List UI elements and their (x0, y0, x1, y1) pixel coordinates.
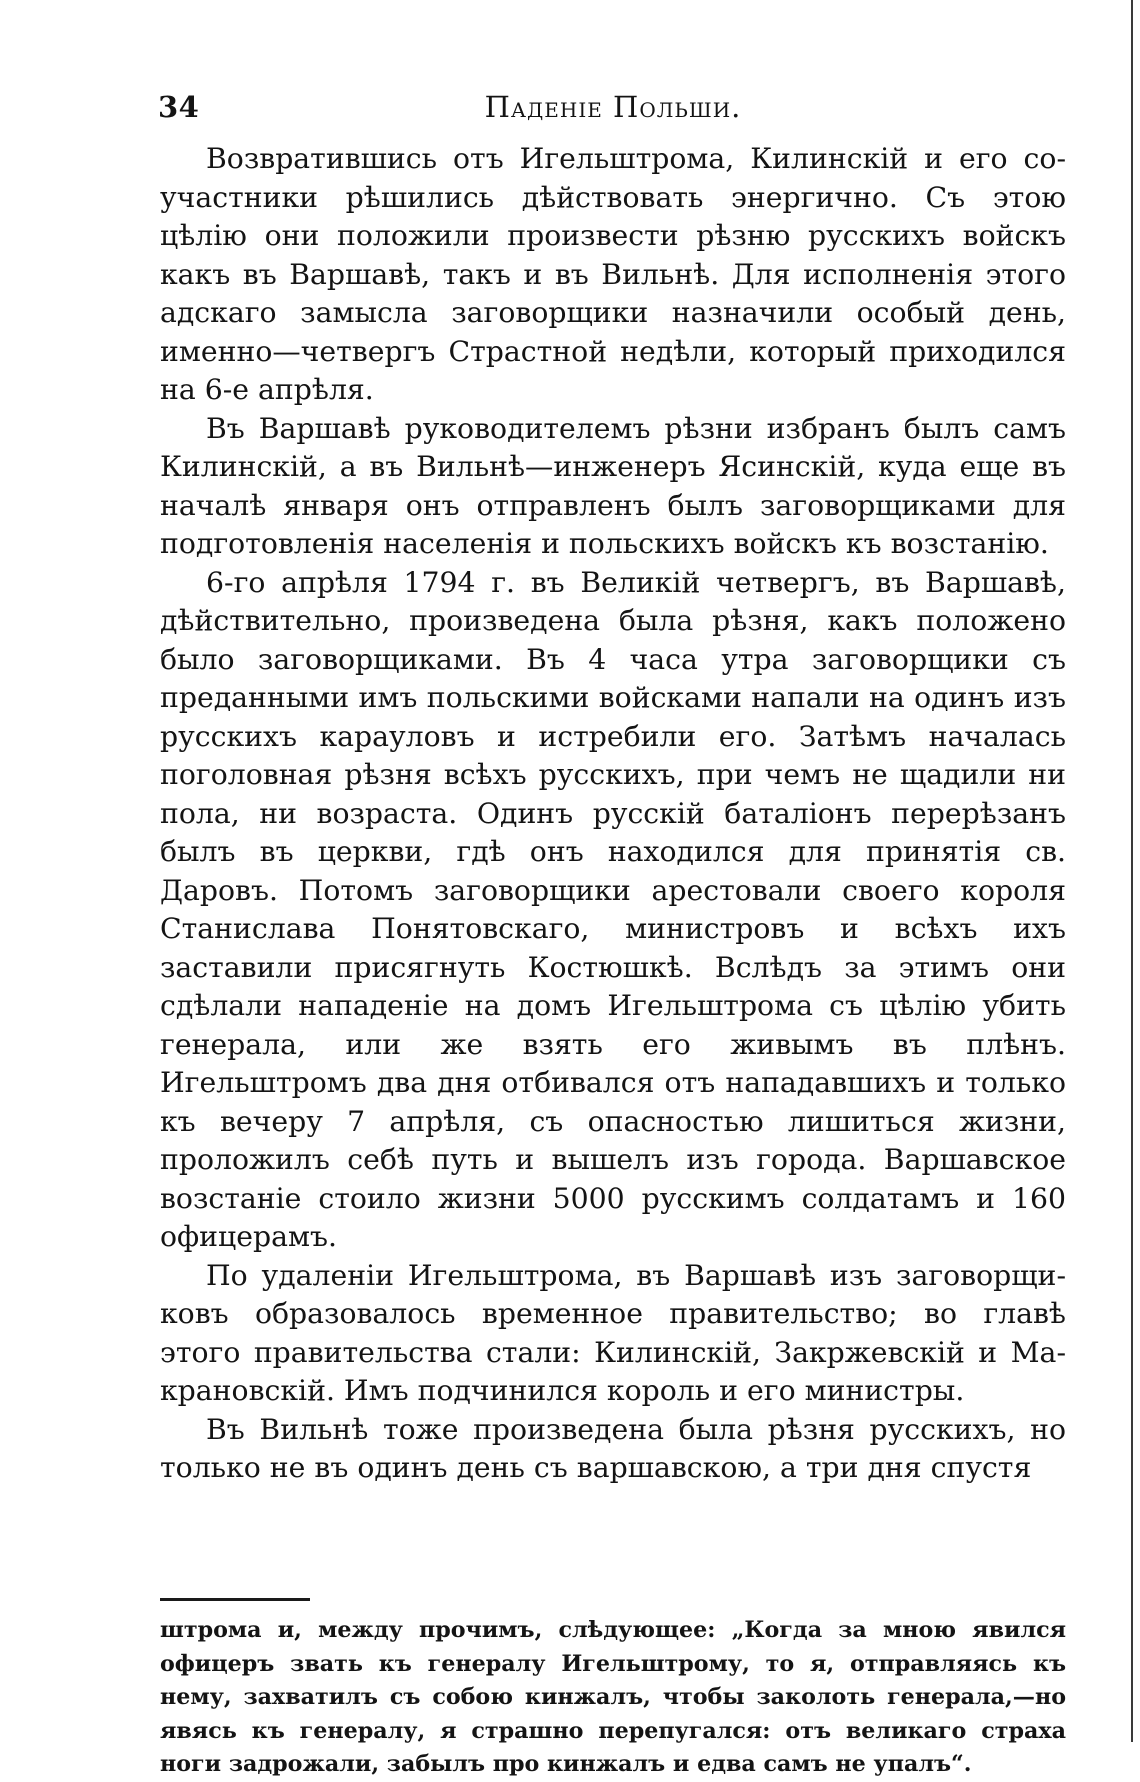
footnote-text: штрома и, между прочимъ, слѣдующее: „Когда за мною явился офицеръ звать къ генералу Игельштрому, то я, отправляясь къ нему, захватилъ съ собою кинжалъ, чтобы заколоть генерала,—но явясь къ генералу, я страшно перепугался: отъ великаго страха ноги задрожали, забылъ про кинжалъ и едва самъ не упалъ“. (160, 1617, 1066, 1777)
footnote-divider (160, 1598, 310, 1601)
main-text (160, 140, 1066, 1488)
running-title: Паденіе Польши. (484, 90, 742, 124)
page-header (158, 90, 1068, 134)
footnote (160, 1614, 1066, 1782)
paragraph: Возвратившись отъ Игельштрома, Килинскій и его соучастники рѣшились дѣйствовать энергично. Съ этою цѣлію они положили произвести рѣзню русскихъ войскъ какъ въ Варшавѣ, такъ и въ Вильнѣ. Для исполненія этого адскаго замысла заговорщики назначили особый день, именно—четвергъ Страстной недѣли, который приходился на 6-е апрѣля. (160, 142, 1066, 406)
paragraph: Въ Варшавѣ руководителемъ рѣзни избранъ былъ самъ Килинскій, а въ Вильнѣ—инженеръ Ясинскій, куда еще въ началѣ января онъ отправленъ былъ заговорщиками для подготовленія населенія и польскихъ войскъ къ возстанію. (160, 411, 1066, 560)
paragraph: 6-го апрѣля 1794 г. въ Великій четвергъ, въ Варшавѣ, дѣйствительно, произведена была рѣзня, какъ положено было заговорщиками. Въ 4 часа утра заговорщики съ преданными имъ польскими войсками напали на одинъ изъ русскихъ карауловъ и истребили его. Затѣмъ началась поголовная рѣзня всѣхъ русскихъ, при чемъ не щадили ни пола, ни возраста. Одинъ русскій баталіонъ перерѣзанъ былъ въ церкви, гдѣ онъ находился для принятія св. Даровъ. Потомъ заговорщики арестовали своего короля Станислава Понятовскаго, министровъ и всѣхъ ихъ заставили присягнуть Костюшкѣ. Вслѣдъ за этимъ они сдѣлали нападеніе на домъ Игельштрома съ цѣлію убить генерала, или же взять его живымъ въ плѣнъ. Игельштромъ два дня отбивался отъ нападавшихъ и только къ вечеру 7 апрѣля, съ опасностью лишиться жизни, проложилъ себѣ путь и вышелъ изъ города. Варшавское возстаніе стоило жизни 5000 русскимъ солдатамъ и 160 офицерамъ. (160, 565, 1066, 1253)
paragraph: Въ Вильнѣ тоже произведена была рѣзня русскихъ, но только не въ одинъ день съ варшавскою, а три дня спустя (160, 1412, 1066, 1484)
page-edge-rule (1131, 0, 1133, 1742)
paragraph: По удаленіи Игельштрома, въ Варшавѣ изъ заговорщиковъ образовалось временное правительство; во главѣ этого правительства стали: Килинскій, Закржевскій и Макрановскій. Имъ подчинился король и его министры. (160, 1258, 1066, 1407)
page-number: 34 (158, 90, 200, 124)
